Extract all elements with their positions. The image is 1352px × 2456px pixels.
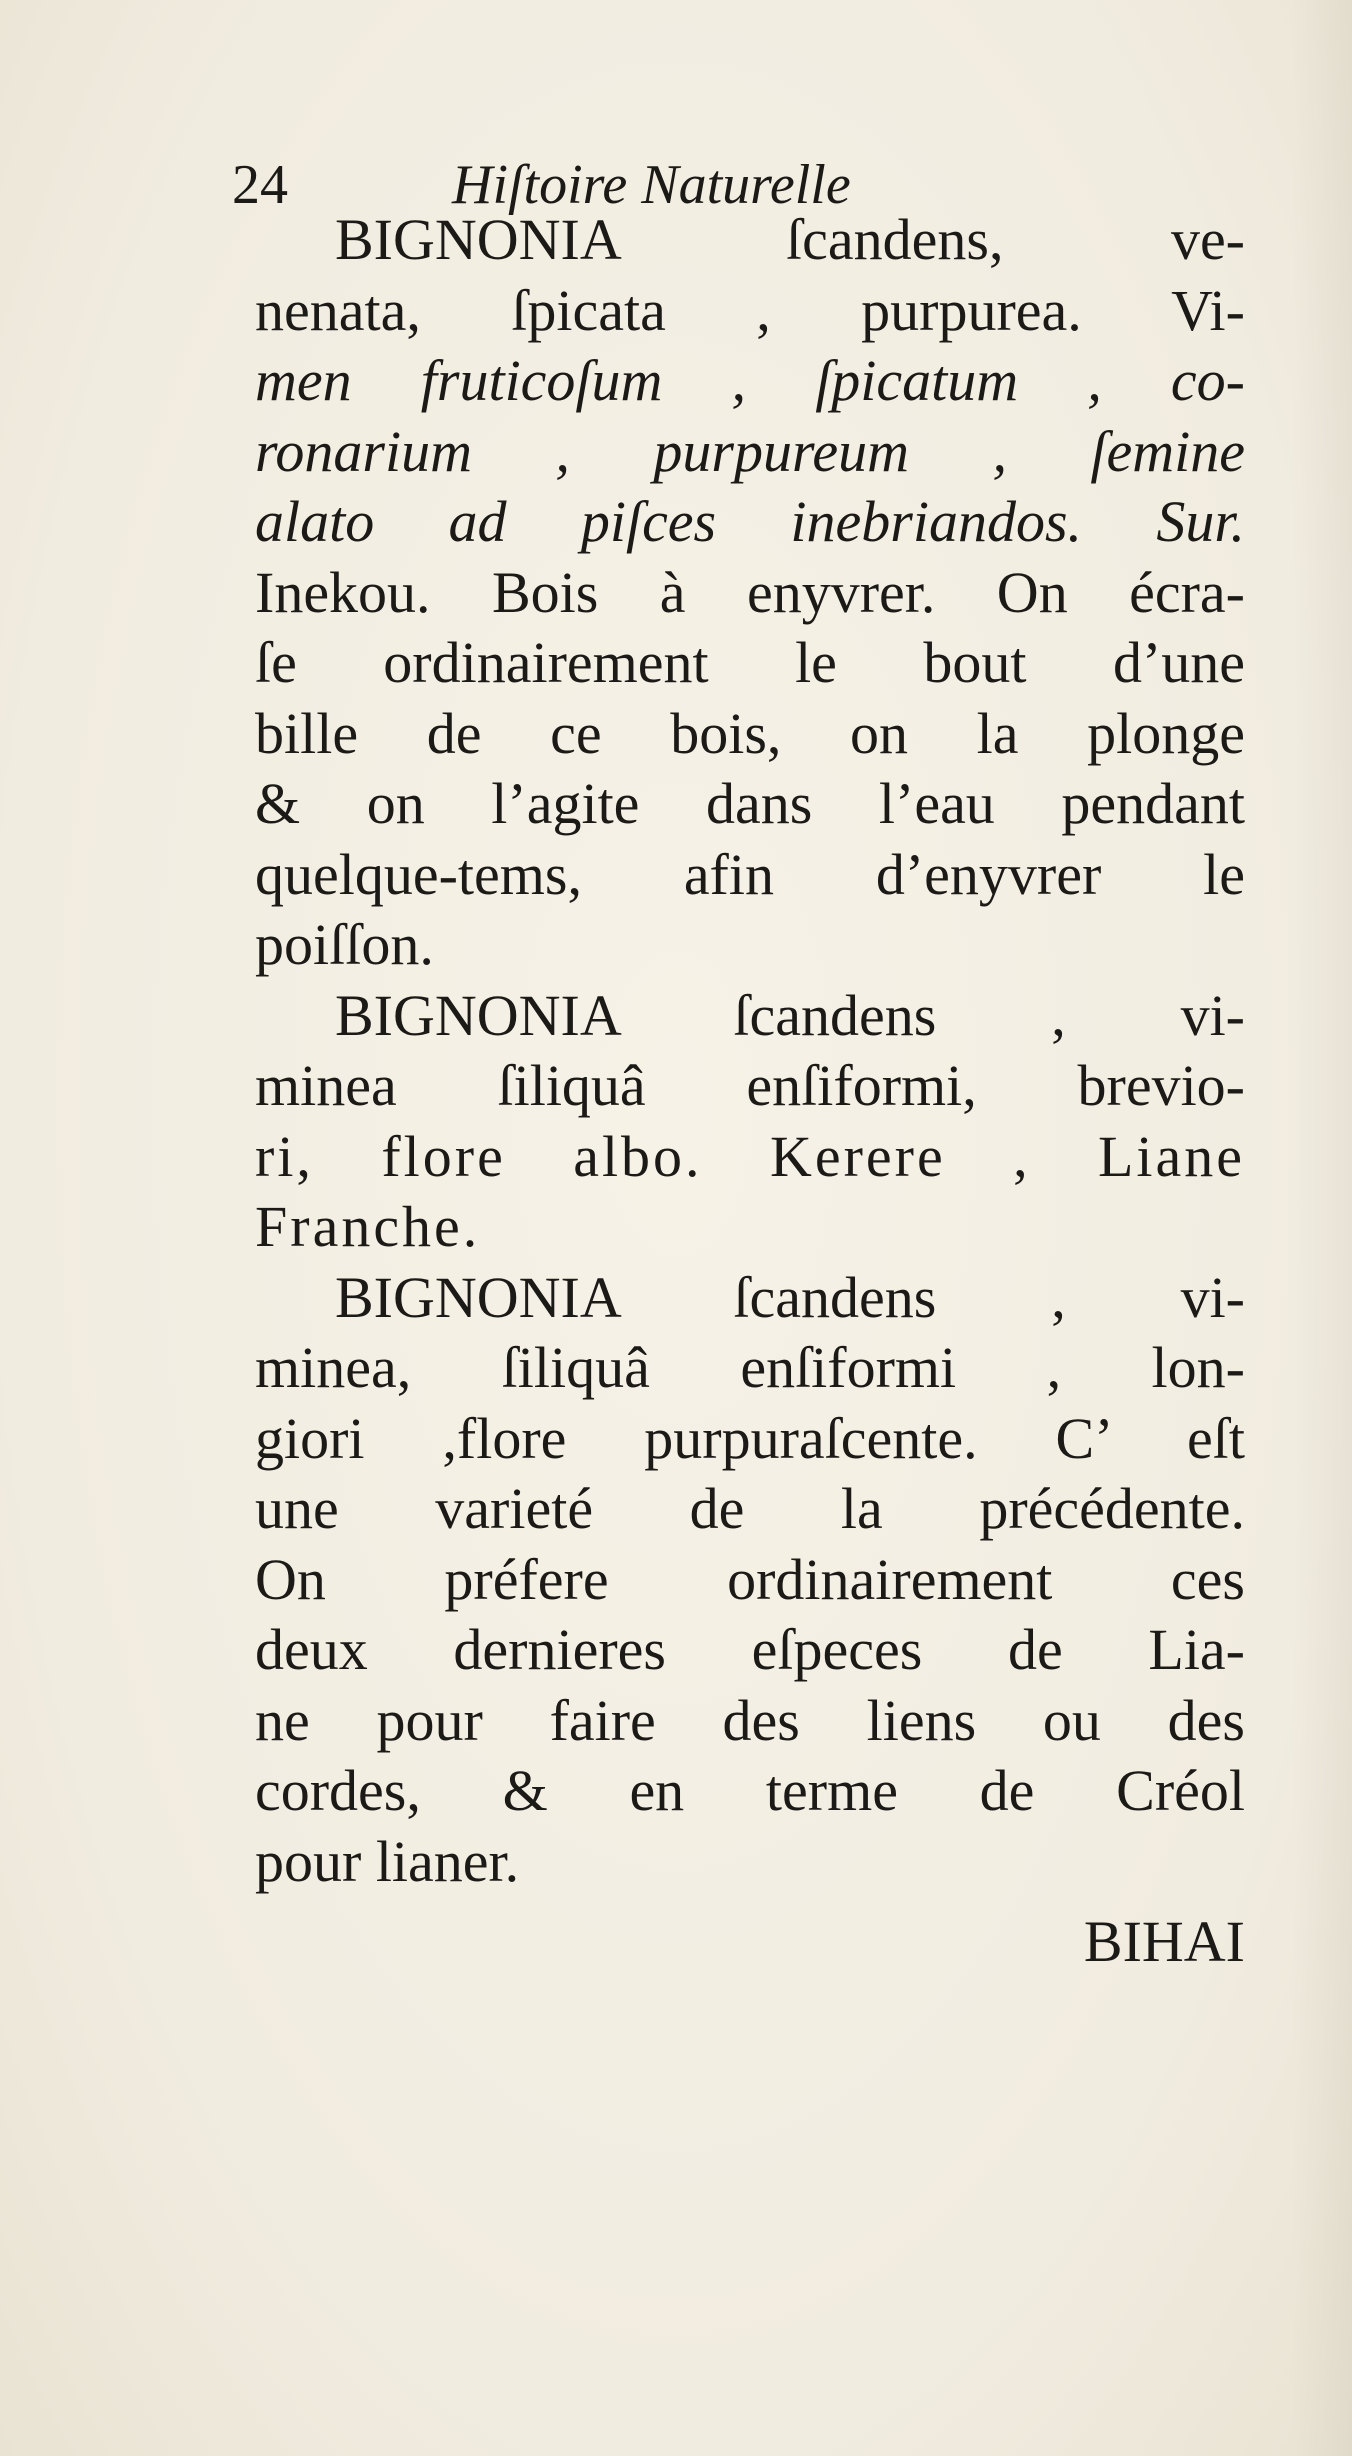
text-line: & on l’agite dans l’eau pendant (255, 771, 1245, 836)
text-line: bille de ce bois, on la plonge (255, 700, 1245, 766)
text-line: nenata, ſpicata , purpurea. Vi- (255, 277, 1245, 343)
text-line: deux dernieres eſpeces de Lia- (255, 1617, 1245, 1682)
page-number: 24 (232, 154, 288, 216)
text-line: une varieté de la précédente. (255, 1476, 1245, 1541)
text-line: minea, ſiliquâ enſiformi , lon- (255, 1335, 1245, 1400)
text-line: ronarium , purpureum , ſemine (255, 418, 1245, 484)
text-line: minea ſiliquâ enſiformi, brevio- (255, 1053, 1245, 1118)
body-text (255, 205, 1245, 1978)
text-line: pour lianer. (255, 1828, 520, 1894)
text-line: On préfere ordinairement ces (255, 1546, 1245, 1612)
text-line: ſe ordinairement le bout d’une (255, 630, 1245, 695)
text-line: ne pour faire des liens ou des (255, 1687, 1245, 1753)
text-line: cordes, & en terme de Créol (255, 1758, 1245, 1823)
text-line: alato ad piſces inebriandos. Sur. (255, 489, 1245, 554)
text-line: BIGNONIA ſcandens , vi- (335, 982, 1245, 1048)
text-line: ri, flore albo. Kerere , Liane (255, 1123, 1245, 1189)
text-line: men fruticoſum , ſpicatum , co- (255, 348, 1245, 413)
text-line: BIGNONIA ſcandens, ve- (335, 207, 1245, 272)
text-line: Inekou. Bois à enyvrer. On écra- (255, 559, 1245, 625)
text-line: Franche. (255, 1194, 481, 1259)
running-title: Hiſtoire Naturelle (452, 154, 851, 216)
page-gutter-shadow (1292, 0, 1352, 2456)
text-line: BIGNONIA ſcandens , vi- (335, 1264, 1245, 1330)
text-line: quelque-tems, afin d’enyvrer le (255, 841, 1245, 907)
catchword: BIHAI (1083, 1909, 1245, 1974)
text-line: poiſſon. (255, 912, 434, 977)
text-line: giori ,flore purpuraſcente. C’ eſt (255, 1405, 1245, 1471)
